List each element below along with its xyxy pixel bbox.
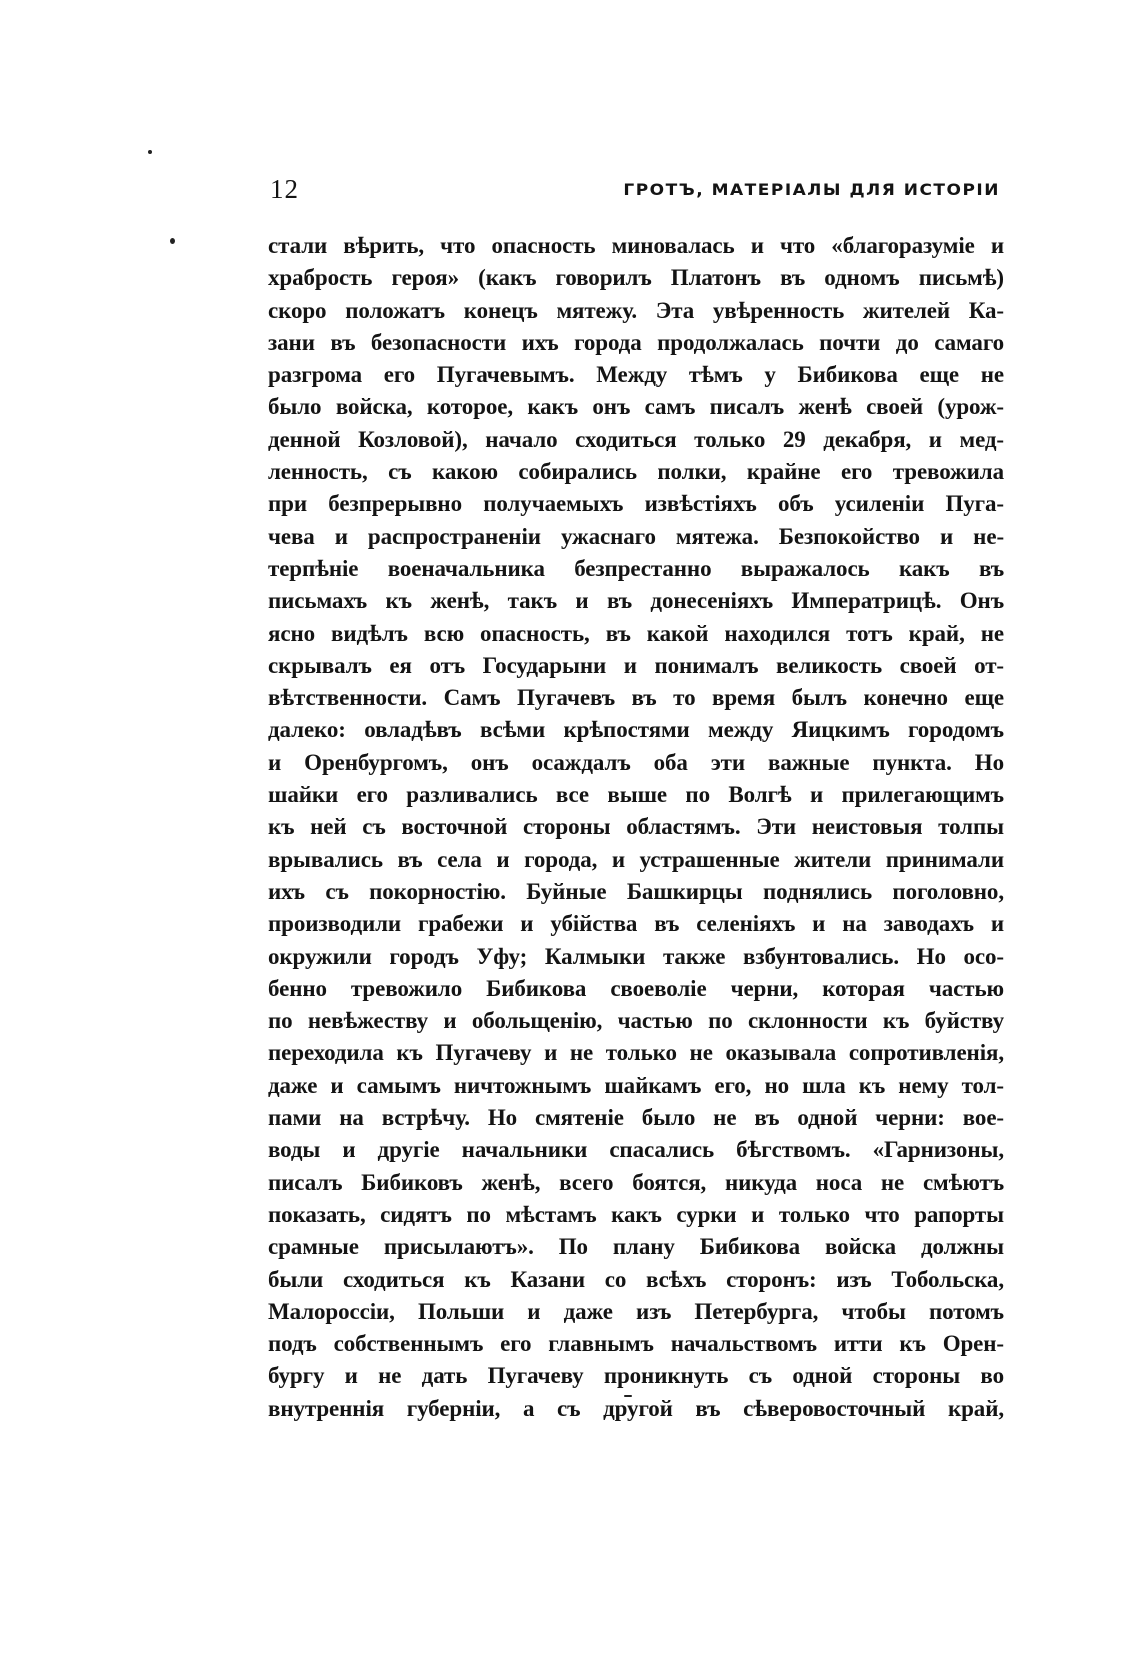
text-line: денной Козловой), начало сходиться только 29 декабря, и мед- — [268, 426, 1004, 452]
print-speck — [170, 238, 175, 244]
text-line: пами на встрѣчу. Но смятеніе было не въ одной черни: вое- — [268, 1105, 1004, 1131]
text-line: вѣтственности. Самъ Пугачевъ въ то время былъ конечно еще — [268, 685, 1004, 711]
text-line: переходила къ Пугачеву и не только не оказывала сопротивленія, — [268, 1040, 1004, 1066]
text-line: при безпрерывно получаемыхъ извѣстіяхъ объ усиленіи Пуга- — [268, 491, 1004, 517]
text-line: даже и самымъ ничтожнымъ шайкамъ его, но шла къ нему тол- — [268, 1072, 1004, 1098]
text-line: Малороссіи, Польши и даже изъ Петербурга, чтобы потомъ — [268, 1298, 1004, 1324]
text-line: зани въ безопасности ихъ города продолжалась почти до самаго — [268, 329, 1004, 355]
text-line: срамные присылаютъ». По плану Бибикова войска должны — [268, 1234, 1004, 1260]
text-line: производили грабежи и убійства въ селеніяхъ и на заводахъ и — [268, 911, 1004, 937]
text-line: и Оренбургомъ, онъ осаждалъ оба эти важные пункта. Но — [268, 749, 1004, 775]
text-line: внутреннія губерніи, а съ другой въ сѣверовосточный край, — [268, 1395, 1004, 1421]
text-line: воды и другіе начальники спасались бѣгствомъ. «Гарнизоны, — [268, 1137, 1004, 1163]
text-line: храбрость героя» (какъ говорилъ Платонъ въ одномъ письмѣ) — [268, 265, 1004, 291]
text-line: далеко: овладѣвъ всѣми крѣпостями между Яицкимъ городомъ — [268, 717, 1004, 743]
body-text — [268, 230, 1004, 1425]
text-line: шайки его разливались все выше по Волгѣ и прилегающимъ — [268, 782, 1004, 808]
print-speck — [148, 150, 152, 154]
text-line: ясно видѣлъ всю опасность, въ какой находился тотъ край, не — [268, 620, 1004, 646]
text-line: письмахъ къ женѣ, такъ и въ донесеніяхъ Императрицѣ. Онъ — [268, 588, 1004, 614]
running-head: ГРОТЪ, МАТЕРІАЛЫ ДЛЯ ИСТОРІИ — [623, 180, 1000, 200]
text-line: разгрома его Пугачевымъ. Между тѣмъ у Бибикова еще не — [268, 362, 1004, 388]
text-line: чева и распространеніи ужаснаго мятежа. Безпокойство и не- — [268, 523, 1004, 549]
text-line: бургу и не дать Пугачеву проникнуть съ одной стороны во — [268, 1363, 1004, 1389]
text-line: по невѣжеству и обольщенію, частью по склонности къ буйству — [268, 1008, 1004, 1034]
text-line: терпѣніе военачальника безпрестанно выражалось какъ въ — [268, 555, 1004, 581]
text-line: было войска, которое, какъ онъ самъ писалъ женѣ своей (урож- — [268, 394, 1004, 420]
text-line: стали вѣрить, что опасность миновалась и что «благоразуміе и — [268, 233, 1004, 258]
text-line: ленность, съ какою собирались полки, крайне его тревожила — [268, 459, 1004, 485]
page-number: 12 — [270, 174, 299, 204]
text-line: врывались въ села и города, и устрашенные жители принимали — [268, 846, 1004, 872]
text-line: скрывалъ ея отъ Государыни и понималъ великость своей от- — [268, 652, 1004, 678]
text-line: скоро положатъ конецъ мятежу. Эта увѣренность жителей Ка- — [268, 297, 1004, 323]
text-line: бенно тревожило Бибикова своеволіе черни, которая частью — [268, 975, 1004, 1001]
text-line: писалъ Бибиковъ женѣ, всего боятся, никуда носа не смѣютъ — [268, 1169, 1004, 1195]
text-line: къ ней съ восточной стороны областямъ. Эти неистовыя толпы — [268, 814, 1004, 840]
text-line: были сходиться къ Казани со всѣхъ сторонъ: изъ Тобольска, — [268, 1266, 1004, 1292]
text-line: окружили городъ Уфу; Калмыки также взбунтовались. Но осо- — [268, 943, 1004, 969]
text-line: ихъ съ покорностію. Буйные Башкирцы поднялись поголовно, — [268, 878, 1004, 904]
text-line: показать, сидятъ по мѣстамъ какъ сурки и только что рапорты — [268, 1201, 1004, 1227]
text-line: подъ собственнымъ его главнымъ начальствомъ итти къ Орен- — [268, 1331, 1004, 1357]
